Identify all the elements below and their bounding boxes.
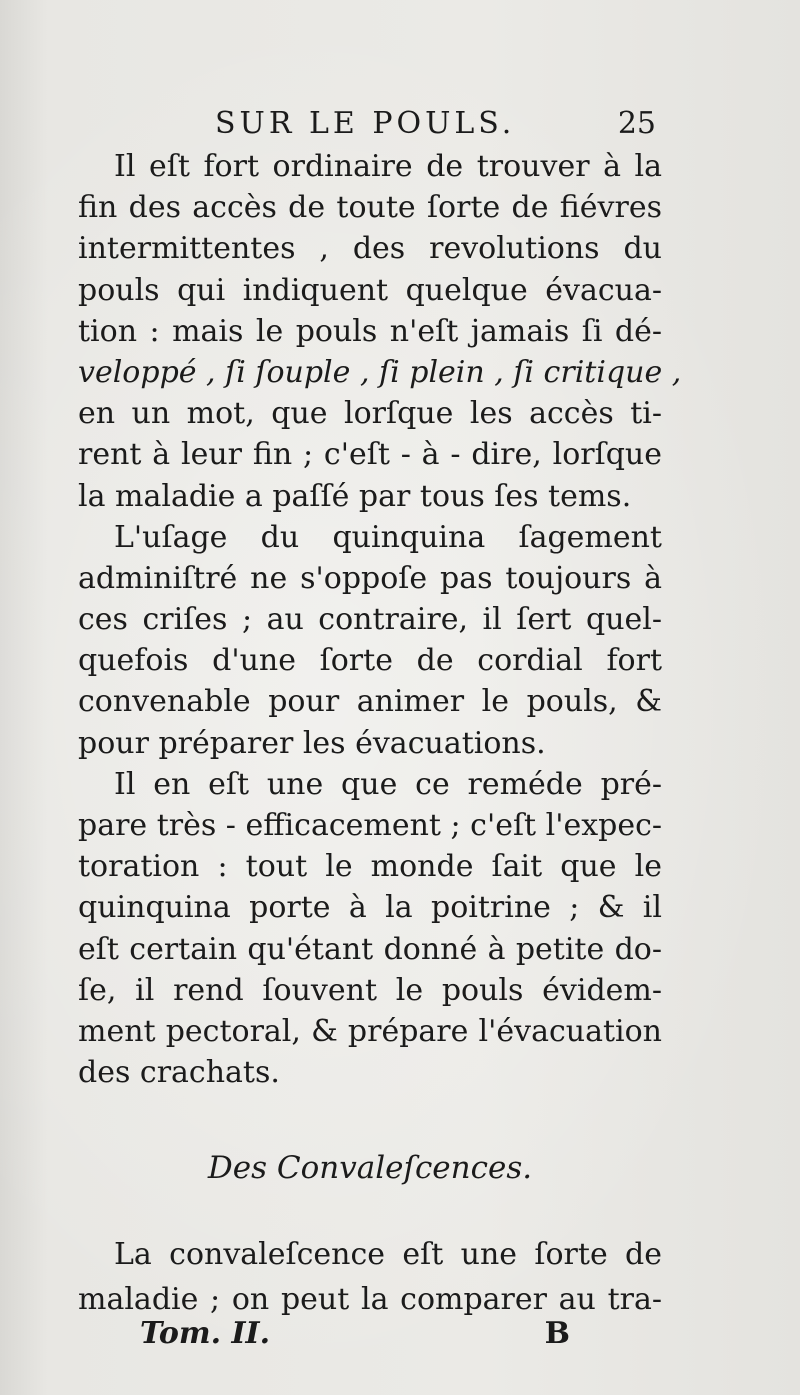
text-line: intermittentes , des revolutions du xyxy=(78,231,662,267)
text-line: rent à leur fin ; c'eſt - à - dire, lorſque xyxy=(78,437,662,473)
text-line: La convaleſcence eſt une ſorte de xyxy=(114,1237,662,1272)
page-number: 25 xyxy=(617,106,656,141)
section-title: Des Convaleſcences. xyxy=(207,1150,533,1186)
text-line: ment pectoral, & prépare l'évacuation xyxy=(78,1013,662,1049)
text-line: fin des accès de toute ſorte de fiévres xyxy=(78,190,662,226)
text-line: maladie ; on peut la comparer au tra- xyxy=(78,1282,662,1317)
text-line: pouls qui indiquent quelque évacua- xyxy=(78,272,662,308)
text-line: ſe, il rend ſouvent le pouls évidem- xyxy=(78,972,662,1008)
text-line: ces criſes ; au contraire, il ſert quel- xyxy=(78,602,662,638)
text-line: convenable pour animer le pouls, & xyxy=(78,684,662,720)
text-line: adminiſtré ne s'oppoſe pas toujours à xyxy=(78,560,662,596)
text-line: quefois d'une ſorte de cordial fort xyxy=(78,643,662,679)
text-line: veloppé , ſi ſouple , ſi plein , ſi critique , xyxy=(78,354,682,390)
paragraph-2 xyxy=(78,517,662,764)
paragraph-3 xyxy=(78,764,662,1094)
volume-label: Tom. II. xyxy=(140,1316,271,1351)
running-title: SUR LE POULS. xyxy=(215,106,516,141)
text-line: toration : tout le monde ſait que le xyxy=(78,849,662,885)
text-line: Il eſt fort ordinaire de trouver à la xyxy=(114,149,662,184)
text-line: pour préparer les évacuations. xyxy=(78,725,546,761)
closing-text xyxy=(78,1232,662,1322)
paragraph-1 xyxy=(78,146,682,517)
text-line: en un mot, que lorſque les accès ti- xyxy=(78,396,662,432)
page-footer xyxy=(140,1316,570,1356)
text-line: la maladie a paſſé par tous ſes tems. xyxy=(78,478,632,514)
text-line: quinquina porte à la poitrine ; & il xyxy=(78,890,662,926)
body-text xyxy=(78,146,682,1093)
text-line: L'uſage du quinquina ſagement xyxy=(114,519,662,555)
signature-mark: B xyxy=(544,1316,570,1351)
text-line: tion : mais le pouls n'eſt jamais ſi dé- xyxy=(78,313,662,349)
page-header xyxy=(80,102,662,146)
text-line: eſt certain qu'étant donné à petite do- xyxy=(78,931,662,967)
text-line: Il en eſt une que ce reméde pré- xyxy=(114,766,662,802)
text-line: pare très - efficacement ; c'eſt l'expec- xyxy=(78,808,663,843)
text-line: des crachats. xyxy=(78,1055,280,1091)
